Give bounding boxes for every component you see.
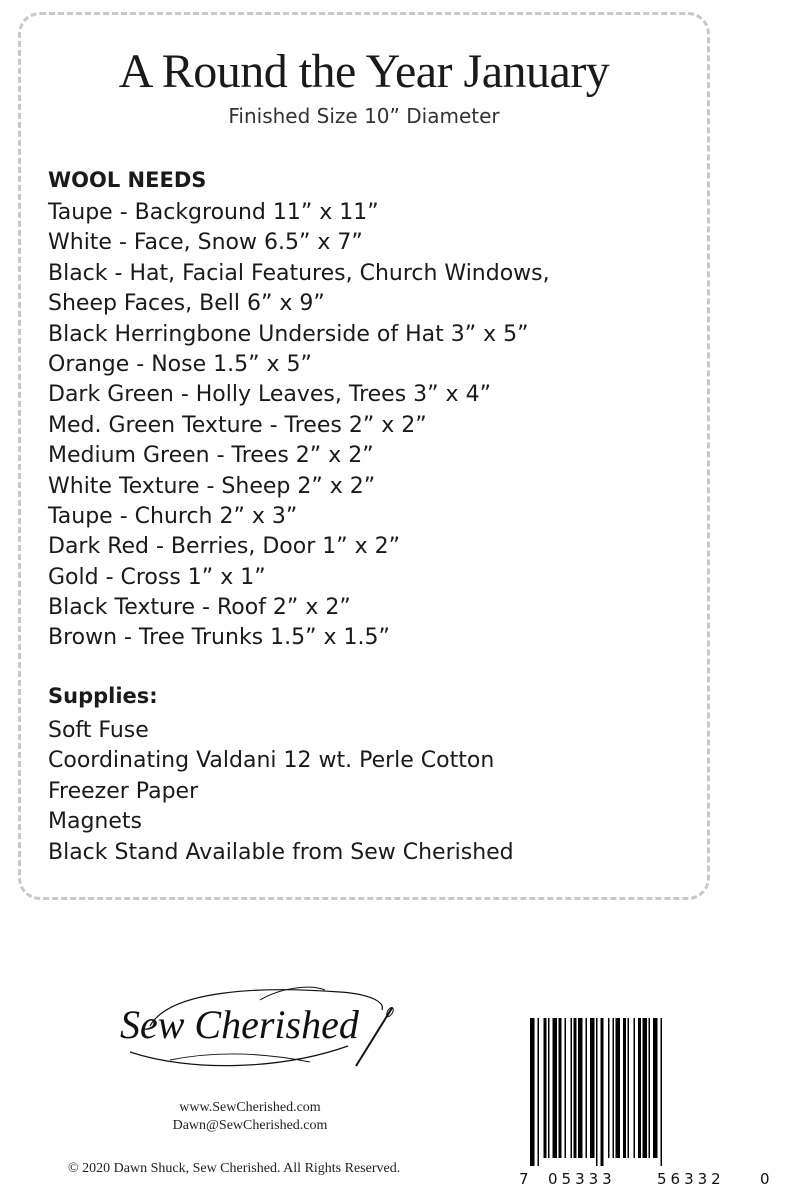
barcode-bar	[586, 1018, 588, 1158]
list-item: Taupe - Background 11” x 11”	[48, 200, 379, 225]
barcode-bar	[613, 1018, 615, 1158]
list-item: Dark Green - Holly Leaves, Trees 3” x 4”	[48, 382, 491, 408]
list-item: Black Stand Available from Sew Cherished	[48, 839, 514, 865]
barcode-left-digits: 05333	[548, 1170, 616, 1188]
barcode-bar	[538, 1018, 540, 1166]
list-item: Black Texture - Roof 2” x 2”	[48, 595, 351, 621]
barcode-check-digit: 0	[760, 1170, 770, 1188]
barcode-bar	[565, 1018, 567, 1158]
list-item: Sheep Faces, Bell 6” x 9”	[48, 291, 325, 317]
wool-needs-list	[48, 198, 550, 654]
barcode-right-digits: 56332	[657, 1170, 725, 1188]
copyright: © 2020 Dawn Shuck, Sew Cherished. All Rights Reserved.	[68, 1161, 401, 1176]
barcode-bar	[638, 1018, 641, 1158]
pattern-title: A Round the Year January	[118, 45, 610, 98]
sew-cherished-logo	[110, 980, 400, 1076]
list-item: Soft Fuse	[48, 718, 149, 743]
barcode-bar	[548, 1018, 550, 1158]
barcode-bar	[553, 1018, 558, 1158]
wool-needs-heading: WOOL NEEDS	[48, 168, 207, 192]
list-item: Orange - Nose 1.5” x 5”	[48, 351, 312, 377]
barcode-bar	[559, 1018, 562, 1158]
barcode-bar	[634, 1018, 636, 1158]
list-item: Brown - Tree Trunks 1.5” x 1.5”	[48, 625, 390, 651]
email: Dawn@SewCherished.com	[172, 1118, 328, 1133]
barcode-bar	[530, 1018, 535, 1166]
list-item: White Texture - Sheep 2” x 2”	[48, 473, 376, 499]
list-item: Dark Red - Berries, Door 1” x 2”	[48, 534, 401, 560]
barcode-bar	[578, 1018, 583, 1158]
barcode-bar	[574, 1018, 577, 1158]
list-item: Black - Hat, Facial Features, Church Windows,	[48, 260, 550, 286]
barcode-bar	[653, 1018, 658, 1158]
website: www.SewCherished.com	[179, 1100, 321, 1115]
supplies-list	[48, 716, 514, 868]
barcode	[530, 1018, 752, 1166]
list-item: Black Herringbone Underside of Hat 3” x 5”	[48, 321, 529, 347]
logo-text: Sew Cherished	[120, 1002, 359, 1047]
barcode-bar	[649, 1018, 651, 1158]
barcode-bar	[601, 1018, 604, 1166]
barcode-bar	[571, 1018, 573, 1158]
finished-size: Finished Size 10” Diameter	[228, 104, 500, 128]
list-item: Gold - Cross 1” x 1”	[48, 564, 266, 590]
supplies-heading: Supplies:	[48, 684, 158, 708]
barcode-bar	[623, 1018, 626, 1158]
barcode-bar	[616, 1018, 621, 1158]
list-item: Medium Green - Trees 2” x 2”	[48, 443, 374, 469]
list-item: Med. Green Texture - Trees 2” x 2”	[48, 412, 427, 438]
barcode-lead-digit: 7	[519, 1170, 529, 1188]
barcode-bar	[643, 1018, 648, 1158]
barcode-bar	[628, 1018, 630, 1158]
list-item: White - Face, Snow 6.5” x 7”	[48, 230, 363, 256]
barcode-bar	[590, 1018, 595, 1158]
barcode-bar	[596, 1018, 598, 1166]
barcode-bar	[608, 1018, 610, 1158]
list-item: Coordinating Valdani 12 wt. Perle Cotton	[48, 748, 495, 774]
list-item: Freezer Paper	[48, 778, 199, 804]
list-item: Taupe - Church 2” x 3”	[48, 503, 298, 529]
barcode-bar	[544, 1018, 547, 1158]
list-item: Magnets	[48, 809, 142, 835]
barcode-bar	[661, 1018, 663, 1166]
